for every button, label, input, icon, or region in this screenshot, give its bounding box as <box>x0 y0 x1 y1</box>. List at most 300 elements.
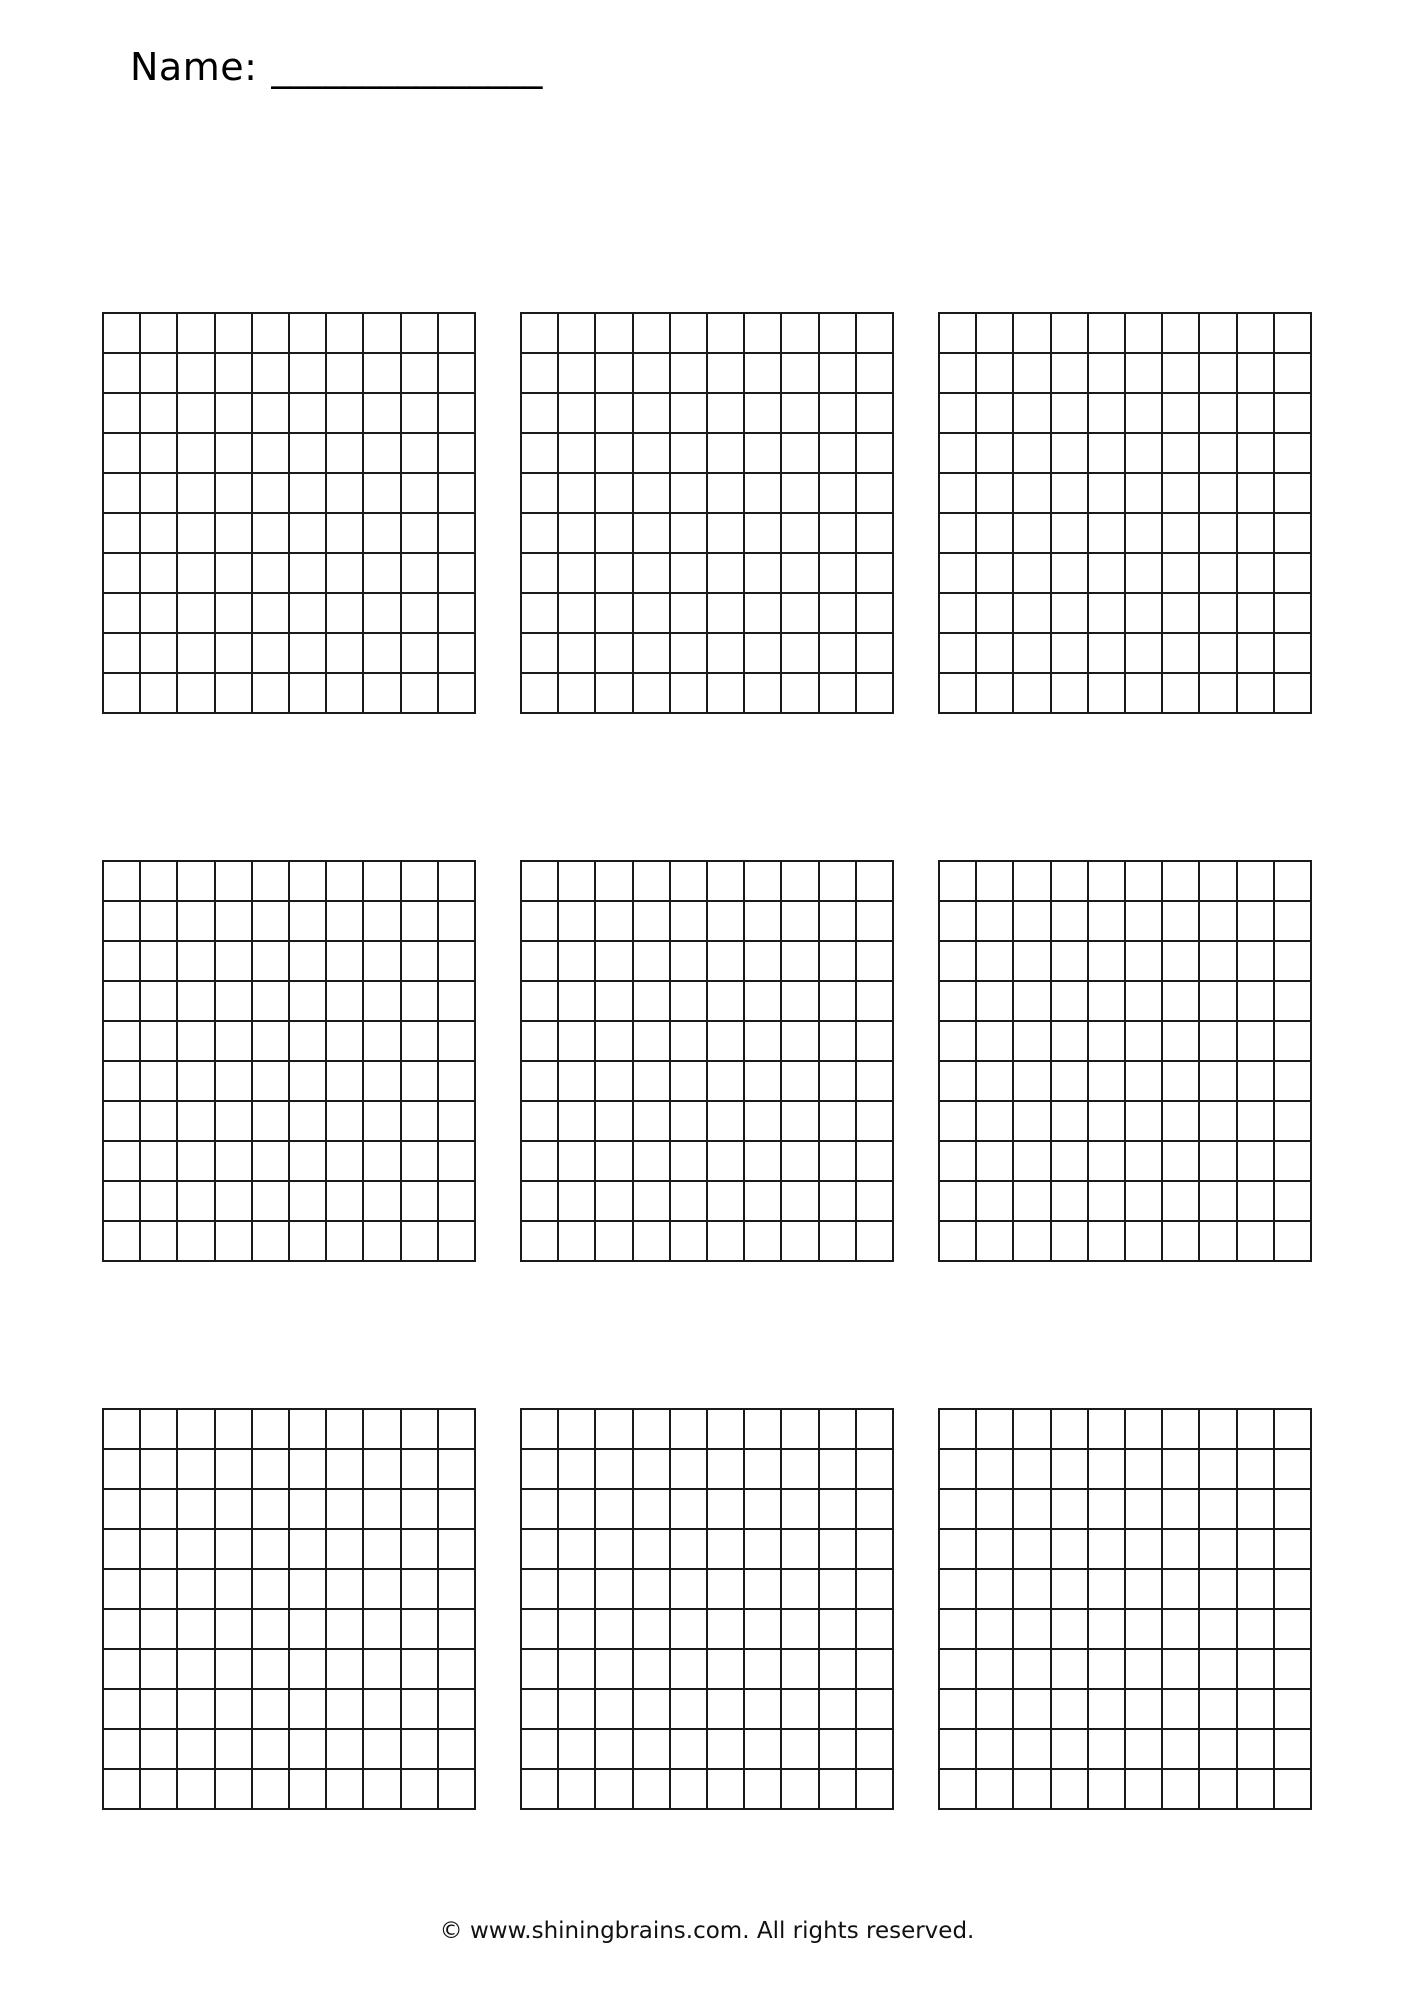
grid-cell[interactable] <box>1238 862 1275 902</box>
grid-cell[interactable] <box>290 474 327 514</box>
grid-cell[interactable] <box>1014 1650 1051 1690</box>
grid-cell[interactable] <box>439 674 476 714</box>
grid-cell[interactable] <box>596 674 633 714</box>
grid-cell[interactable] <box>364 1062 401 1102</box>
grid-cell[interactable] <box>327 674 364 714</box>
grid-cell[interactable] <box>364 942 401 982</box>
grid-cell[interactable] <box>1014 314 1051 354</box>
grid-cell[interactable] <box>327 1182 364 1222</box>
grid-cell[interactable] <box>364 1022 401 1062</box>
grid-cell[interactable] <box>708 674 745 714</box>
grid-cell[interactable] <box>1126 1410 1163 1450</box>
grid-cell[interactable] <box>1200 1222 1237 1262</box>
grid-cell[interactable] <box>402 1610 439 1650</box>
grid-cell[interactable] <box>745 594 782 634</box>
grid-cell[interactable] <box>402 554 439 594</box>
grid-cell[interactable] <box>253 942 290 982</box>
grid-cell[interactable] <box>559 1730 596 1770</box>
grid-cell[interactable] <box>104 1730 141 1770</box>
grid-cell[interactable] <box>327 1222 364 1262</box>
grid-cell[interactable] <box>745 902 782 942</box>
grid-cell[interactable] <box>1275 674 1312 714</box>
grid-cell[interactable] <box>327 514 364 554</box>
grid-cell[interactable] <box>940 1182 977 1222</box>
grid-cell[interactable] <box>1126 1142 1163 1182</box>
grid-cell[interactable] <box>857 314 894 354</box>
grid-cell[interactable] <box>977 1222 1014 1262</box>
grid-cell[interactable] <box>178 1062 215 1102</box>
grid-cell[interactable] <box>522 1022 559 1062</box>
grid-cell[interactable] <box>782 1770 819 1810</box>
grid-cell[interactable] <box>1200 394 1237 434</box>
grid-cell[interactable] <box>1052 942 1089 982</box>
grid-cell[interactable] <box>745 1102 782 1142</box>
grid-cell[interactable] <box>439 982 476 1022</box>
grid-cell[interactable] <box>1163 1222 1200 1262</box>
hundred-square[interactable] <box>520 860 894 1262</box>
grid-cell[interactable] <box>857 1650 894 1690</box>
grid-cell[interactable] <box>1089 1530 1126 1570</box>
grid-cell[interactable] <box>745 1490 782 1530</box>
grid-cell[interactable] <box>977 634 1014 674</box>
hundred-square[interactable] <box>938 860 1312 1262</box>
grid-cell[interactable] <box>290 394 327 434</box>
grid-cell[interactable] <box>104 314 141 354</box>
grid-cell[interactable] <box>857 1222 894 1262</box>
grid-cell[interactable] <box>178 862 215 902</box>
grid-cell[interactable] <box>178 474 215 514</box>
grid-cell[interactable] <box>104 674 141 714</box>
grid-cell[interactable] <box>253 1062 290 1102</box>
grid-cell[interactable] <box>1089 1650 1126 1690</box>
grid-cell[interactable] <box>141 634 178 674</box>
grid-cell[interactable] <box>857 1490 894 1530</box>
grid-cell[interactable] <box>141 354 178 394</box>
grid-cell[interactable] <box>1126 1690 1163 1730</box>
grid-cell[interactable] <box>141 1530 178 1570</box>
grid-cell[interactable] <box>559 514 596 554</box>
grid-cell[interactable] <box>857 1730 894 1770</box>
grid-cell[interactable] <box>1275 634 1312 674</box>
grid-cell[interactable] <box>1238 354 1275 394</box>
grid-cell[interactable] <box>745 862 782 902</box>
grid-cell[interactable] <box>253 1770 290 1810</box>
grid-cell[interactable] <box>1163 1410 1200 1450</box>
grid-cell[interactable] <box>820 1022 857 1062</box>
grid-cell[interactable] <box>1275 1690 1312 1730</box>
grid-cell[interactable] <box>977 862 1014 902</box>
grid-cell[interactable] <box>782 1490 819 1530</box>
grid-cell[interactable] <box>745 1142 782 1182</box>
grid-cell[interactable] <box>940 942 977 982</box>
grid-cell[interactable] <box>977 1102 1014 1142</box>
grid-cell[interactable] <box>1275 982 1312 1022</box>
grid-cell[interactable] <box>1275 594 1312 634</box>
grid-cell[interactable] <box>559 1530 596 1570</box>
grid-cell[interactable] <box>1089 1222 1126 1262</box>
grid-cell[interactable] <box>439 942 476 982</box>
grid-cell[interactable] <box>671 1182 708 1222</box>
grid-cell[interactable] <box>178 1650 215 1690</box>
grid-cell[interactable] <box>402 1570 439 1610</box>
grid-cell[interactable] <box>1275 1650 1312 1690</box>
grid-cell[interactable] <box>1126 1062 1163 1102</box>
grid-cell[interactable] <box>522 1770 559 1810</box>
grid-cell[interactable] <box>671 1690 708 1730</box>
grid-cell[interactable] <box>1200 1410 1237 1450</box>
grid-cell[interactable] <box>559 1770 596 1810</box>
grid-cell[interactable] <box>402 1102 439 1142</box>
grid-cell[interactable] <box>327 1022 364 1062</box>
grid-cell[interactable] <box>559 1450 596 1490</box>
grid-cell[interactable] <box>708 514 745 554</box>
grid-cell[interactable] <box>820 942 857 982</box>
grid-cell[interactable] <box>178 942 215 982</box>
grid-cell[interactable] <box>364 1410 401 1450</box>
grid-cell[interactable] <box>596 1570 633 1610</box>
grid-cell[interactable] <box>820 394 857 434</box>
grid-cell[interactable] <box>290 1490 327 1530</box>
grid-cell[interactable] <box>364 1610 401 1650</box>
grid-cell[interactable] <box>1089 1730 1126 1770</box>
grid-cell[interactable] <box>745 314 782 354</box>
grid-cell[interactable] <box>977 1410 1014 1450</box>
grid-cell[interactable] <box>671 1570 708 1610</box>
grid-cell[interactable] <box>141 1730 178 1770</box>
grid-cell[interactable] <box>1014 942 1051 982</box>
grid-cell[interactable] <box>364 1490 401 1530</box>
grid-cell[interactable] <box>178 1450 215 1490</box>
grid-cell[interactable] <box>940 594 977 634</box>
grid-cell[interactable] <box>327 1610 364 1650</box>
grid-cell[interactable] <box>634 354 671 394</box>
grid-cell[interactable] <box>559 1610 596 1650</box>
grid-cell[interactable] <box>671 354 708 394</box>
grid-cell[interactable] <box>1275 1730 1312 1770</box>
grid-cell[interactable] <box>1126 1102 1163 1142</box>
grid-cell[interactable] <box>216 634 253 674</box>
grid-cell[interactable] <box>216 1650 253 1690</box>
grid-cell[interactable] <box>857 474 894 514</box>
grid-cell[interactable] <box>820 1142 857 1182</box>
grid-cell[interactable] <box>857 1022 894 1062</box>
grid-cell[interactable] <box>596 1770 633 1810</box>
grid-cell[interactable] <box>1275 1222 1312 1262</box>
grid-cell[interactable] <box>290 1182 327 1222</box>
grid-cell[interactable] <box>141 1142 178 1182</box>
grid-cell[interactable] <box>253 1102 290 1142</box>
grid-cell[interactable] <box>141 434 178 474</box>
grid-cell[interactable] <box>402 942 439 982</box>
grid-cell[interactable] <box>290 434 327 474</box>
grid-cell[interactable] <box>1089 1770 1126 1810</box>
grid-cell[interactable] <box>745 1062 782 1102</box>
grid-cell[interactable] <box>1163 554 1200 594</box>
grid-cell[interactable] <box>178 314 215 354</box>
grid-cell[interactable] <box>559 1690 596 1730</box>
grid-cell[interactable] <box>290 982 327 1022</box>
grid-cell[interactable] <box>290 594 327 634</box>
grid-cell[interactable] <box>857 1770 894 1810</box>
grid-cell[interactable] <box>708 1182 745 1222</box>
grid-cell[interactable] <box>364 862 401 902</box>
grid-cell[interactable] <box>439 474 476 514</box>
grid-cell[interactable] <box>439 1102 476 1142</box>
grid-cell[interactable] <box>977 594 1014 634</box>
grid-cell[interactable] <box>104 1570 141 1610</box>
grid-cell[interactable] <box>1126 634 1163 674</box>
grid-cell[interactable] <box>857 1182 894 1222</box>
grid-cell[interactable] <box>327 434 364 474</box>
grid-cell[interactable] <box>596 634 633 674</box>
grid-cell[interactable] <box>522 902 559 942</box>
grid-cell[interactable] <box>522 634 559 674</box>
grid-cell[interactable] <box>596 354 633 394</box>
grid-cell[interactable] <box>596 1610 633 1650</box>
grid-cell[interactable] <box>977 354 1014 394</box>
grid-cell[interactable] <box>402 354 439 394</box>
grid-cell[interactable] <box>439 434 476 474</box>
grid-cell[interactable] <box>290 1610 327 1650</box>
grid-cell[interactable] <box>1014 514 1051 554</box>
grid-cell[interactable] <box>1052 514 1089 554</box>
grid-cell[interactable] <box>940 982 977 1022</box>
grid-cell[interactable] <box>1126 1730 1163 1770</box>
grid-cell[interactable] <box>1052 1770 1089 1810</box>
grid-cell[interactable] <box>522 1530 559 1570</box>
grid-cell[interactable] <box>216 1450 253 1490</box>
grid-cell[interactable] <box>708 1022 745 1062</box>
grid-cell[interactable] <box>1126 514 1163 554</box>
grid-cell[interactable] <box>216 554 253 594</box>
grid-cell[interactable] <box>671 554 708 594</box>
grid-cell[interactable] <box>671 1062 708 1102</box>
grid-cell[interactable] <box>977 1490 1014 1530</box>
grid-cell[interactable] <box>1238 594 1275 634</box>
grid-cell[interactable] <box>977 554 1014 594</box>
grid-cell[interactable] <box>977 1610 1014 1650</box>
grid-cell[interactable] <box>1200 354 1237 394</box>
grid-cell[interactable] <box>1163 1530 1200 1570</box>
grid-cell[interactable] <box>1163 674 1200 714</box>
grid-cell[interactable] <box>559 862 596 902</box>
grid-cell[interactable] <box>596 1690 633 1730</box>
grid-cell[interactable] <box>104 434 141 474</box>
grid-cell[interactable] <box>1163 1102 1200 1142</box>
grid-cell[interactable] <box>977 674 1014 714</box>
grid-cell[interactable] <box>1014 434 1051 474</box>
grid-cell[interactable] <box>745 1690 782 1730</box>
grid-cell[interactable] <box>857 354 894 394</box>
grid-cell[interactable] <box>1052 1410 1089 1450</box>
grid-cell[interactable] <box>596 1222 633 1262</box>
grid-cell[interactable] <box>439 1450 476 1490</box>
grid-cell[interactable] <box>1163 394 1200 434</box>
grid-cell[interactable] <box>522 1182 559 1222</box>
grid-cell[interactable] <box>364 1690 401 1730</box>
grid-cell[interactable] <box>1163 594 1200 634</box>
grid-cell[interactable] <box>141 1610 178 1650</box>
grid-cell[interactable] <box>634 514 671 554</box>
grid-cell[interactable] <box>671 1222 708 1262</box>
grid-cell[interactable] <box>327 862 364 902</box>
grid-cell[interactable] <box>104 634 141 674</box>
grid-cell[interactable] <box>1200 862 1237 902</box>
grid-cell[interactable] <box>1126 554 1163 594</box>
grid-cell[interactable] <box>1014 1182 1051 1222</box>
grid-cell[interactable] <box>364 1770 401 1810</box>
grid-cell[interactable] <box>1052 394 1089 434</box>
grid-cell[interactable] <box>782 1022 819 1062</box>
grid-cell[interactable] <box>104 1062 141 1102</box>
grid-cell[interactable] <box>782 674 819 714</box>
grid-cell[interactable] <box>1200 1770 1237 1810</box>
grid-cell[interactable] <box>178 1770 215 1810</box>
grid-cell[interactable] <box>559 982 596 1022</box>
grid-cell[interactable] <box>253 634 290 674</box>
grid-cell[interactable] <box>178 634 215 674</box>
grid-cell[interactable] <box>671 314 708 354</box>
grid-cell[interactable] <box>745 1182 782 1222</box>
grid-cell[interactable] <box>216 434 253 474</box>
grid-cell[interactable] <box>178 1490 215 1530</box>
grid-cell[interactable] <box>439 1062 476 1102</box>
grid-cell[interactable] <box>141 1690 178 1730</box>
grid-cell[interactable] <box>820 354 857 394</box>
grid-cell[interactable] <box>1200 314 1237 354</box>
grid-cell[interactable] <box>1275 1142 1312 1182</box>
grid-cell[interactable] <box>1238 1022 1275 1062</box>
grid-cell[interactable] <box>290 314 327 354</box>
grid-cell[interactable] <box>141 594 178 634</box>
grid-cell[interactable] <box>596 474 633 514</box>
grid-cell[interactable] <box>782 1530 819 1570</box>
grid-cell[interactable] <box>522 1410 559 1450</box>
grid-cell[interactable] <box>439 1570 476 1610</box>
grid-cell[interactable] <box>782 434 819 474</box>
grid-cell[interactable] <box>178 1102 215 1142</box>
grid-cell[interactable] <box>745 474 782 514</box>
grid-cell[interactable] <box>940 1062 977 1102</box>
grid-cell[interactable] <box>940 1610 977 1650</box>
grid-cell[interactable] <box>178 1610 215 1650</box>
grid-cell[interactable] <box>1014 1062 1051 1102</box>
grid-cell[interactable] <box>141 314 178 354</box>
grid-cell[interactable] <box>671 1730 708 1770</box>
grid-cell[interactable] <box>977 474 1014 514</box>
grid-cell[interactable] <box>820 1690 857 1730</box>
grid-cell[interactable] <box>1275 862 1312 902</box>
grid-cell[interactable] <box>1052 1182 1089 1222</box>
grid-cell[interactable] <box>1200 1730 1237 1770</box>
grid-cell[interactable] <box>1163 434 1200 474</box>
grid-cell[interactable] <box>820 1062 857 1102</box>
grid-cell[interactable] <box>1014 1450 1051 1490</box>
grid-cell[interactable] <box>1163 982 1200 1022</box>
grid-cell[interactable] <box>1163 1022 1200 1062</box>
grid-cell[interactable] <box>820 634 857 674</box>
grid-cell[interactable] <box>634 1490 671 1530</box>
grid-cell[interactable] <box>402 1182 439 1222</box>
grid-cell[interactable] <box>1200 554 1237 594</box>
grid-cell[interactable] <box>1275 942 1312 982</box>
grid-cell[interactable] <box>671 514 708 554</box>
grid-cell[interactable] <box>1163 1690 1200 1730</box>
grid-cell[interactable] <box>290 1690 327 1730</box>
grid-cell[interactable] <box>596 1410 633 1450</box>
grid-cell[interactable] <box>522 434 559 474</box>
grid-cell[interactable] <box>1014 674 1051 714</box>
grid-cell[interactable] <box>253 594 290 634</box>
grid-cell[interactable] <box>141 942 178 982</box>
grid-cell[interactable] <box>1238 634 1275 674</box>
grid-cell[interactable] <box>634 1730 671 1770</box>
grid-cell[interactable] <box>596 1102 633 1142</box>
grid-cell[interactable] <box>559 554 596 594</box>
grid-cell[interactable] <box>1275 394 1312 434</box>
grid-cell[interactable] <box>977 1450 1014 1490</box>
grid-cell[interactable] <box>820 862 857 902</box>
grid-cell[interactable] <box>216 354 253 394</box>
grid-cell[interactable] <box>439 314 476 354</box>
grid-cell[interactable] <box>634 1770 671 1810</box>
grid-cell[interactable] <box>1089 1062 1126 1102</box>
grid-cell[interactable] <box>671 474 708 514</box>
grid-cell[interactable] <box>708 1610 745 1650</box>
grid-cell[interactable] <box>857 1570 894 1610</box>
grid-cell[interactable] <box>1089 1182 1126 1222</box>
grid-cell[interactable] <box>104 1530 141 1570</box>
grid-cell[interactable] <box>671 634 708 674</box>
grid-cell[interactable] <box>745 634 782 674</box>
grid-cell[interactable] <box>216 514 253 554</box>
grid-cell[interactable] <box>327 982 364 1022</box>
grid-cell[interactable] <box>253 434 290 474</box>
grid-cell[interactable] <box>977 514 1014 554</box>
grid-cell[interactable] <box>141 1182 178 1222</box>
grid-cell[interactable] <box>1089 1690 1126 1730</box>
grid-cell[interactable] <box>596 394 633 434</box>
grid-cell[interactable] <box>1052 1062 1089 1102</box>
grid-cell[interactable] <box>1200 1610 1237 1650</box>
grid-cell[interactable] <box>1200 1182 1237 1222</box>
grid-cell[interactable] <box>671 1022 708 1062</box>
name-blank-line[interactable]: _______________ <box>271 45 542 89</box>
grid-cell[interactable] <box>782 982 819 1022</box>
grid-cell[interactable] <box>671 434 708 474</box>
grid-cell[interactable] <box>1052 1570 1089 1610</box>
grid-cell[interactable] <box>522 942 559 982</box>
grid-cell[interactable] <box>559 1570 596 1610</box>
grid-cell[interactable] <box>522 394 559 434</box>
grid-cell[interactable] <box>1163 1570 1200 1610</box>
grid-cell[interactable] <box>940 1490 977 1530</box>
grid-cell[interactable] <box>782 314 819 354</box>
grid-cell[interactable] <box>634 1182 671 1222</box>
grid-cell[interactable] <box>216 674 253 714</box>
grid-cell[interactable] <box>634 1610 671 1650</box>
grid-cell[interactable] <box>402 1530 439 1570</box>
grid-cell[interactable] <box>1200 634 1237 674</box>
grid-cell[interactable] <box>1126 434 1163 474</box>
grid-cell[interactable] <box>820 434 857 474</box>
grid-cell[interactable] <box>1089 554 1126 594</box>
grid-cell[interactable] <box>141 1650 178 1690</box>
grid-cell[interactable] <box>1014 902 1051 942</box>
grid-cell[interactable] <box>1163 1182 1200 1222</box>
grid-cell[interactable] <box>708 982 745 1022</box>
grid-cell[interactable] <box>940 1770 977 1810</box>
